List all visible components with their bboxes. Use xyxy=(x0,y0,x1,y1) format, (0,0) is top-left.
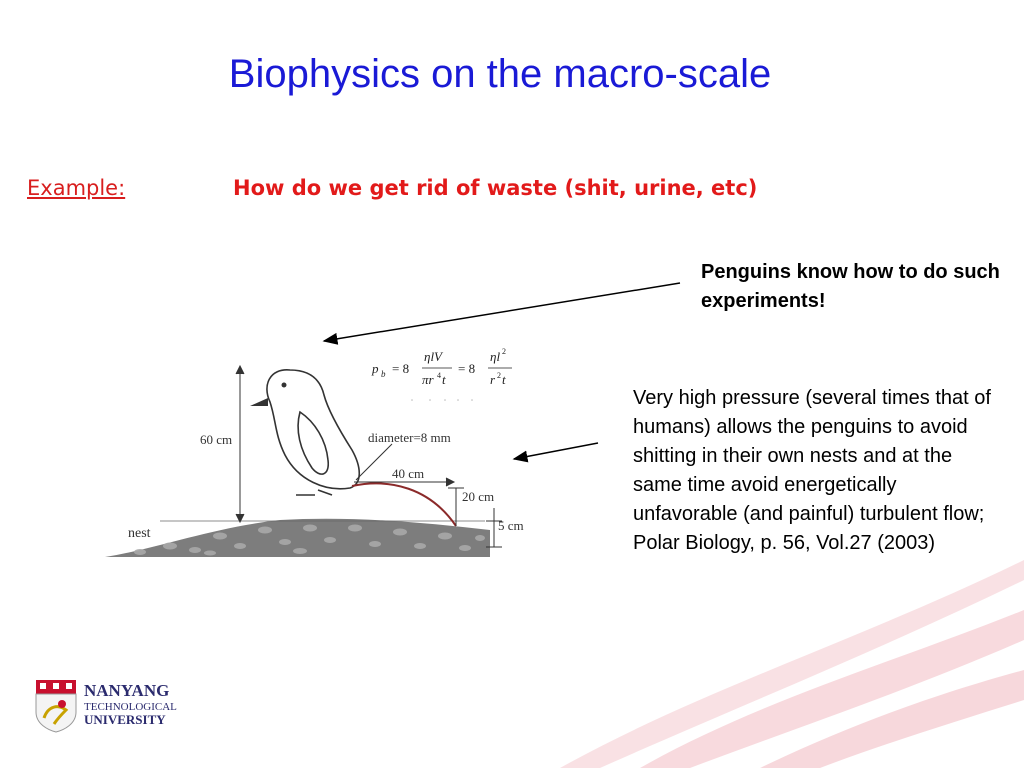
nest-height-label: 5 cm xyxy=(498,518,524,533)
slide-title: Biophysics on the macro-scale xyxy=(228,52,772,96)
nest-mound xyxy=(105,519,490,557)
svg-text:= 8: = 8 xyxy=(458,361,476,376)
example-text: How do we get rid of waste (shit, urine, etc) xyxy=(233,176,758,200)
nest-label: nest xyxy=(128,526,151,541)
height-label: 60 cm xyxy=(200,432,233,447)
logo-line1: NANYANG xyxy=(84,681,170,700)
svg-text:ηl: ηl xyxy=(490,349,501,364)
svg-text:2: 2 xyxy=(497,371,501,380)
distance-label: 40 cm xyxy=(392,466,425,481)
svg-text:4: 4 xyxy=(437,371,441,380)
pressure-formula xyxy=(371,347,512,387)
arrow-to-penguin xyxy=(324,283,680,341)
penguin-eye xyxy=(282,383,287,388)
svg-text:p: p xyxy=(372,361,379,376)
svg-text:t: t xyxy=(442,372,446,387)
svg-text:2: 2 xyxy=(502,347,506,356)
diameter-pointer xyxy=(356,444,392,480)
svg-text:ηlV: ηlV xyxy=(424,349,443,364)
drop-label: 20 cm xyxy=(462,489,495,504)
logo-line3: UNIVERSITY xyxy=(84,712,166,727)
svg-text:t: t xyxy=(502,372,506,387)
university-logo xyxy=(34,678,204,734)
penguin-figure xyxy=(100,340,540,565)
svg-text:r: r xyxy=(490,372,496,387)
penguin xyxy=(267,370,359,495)
svg-text:b: b xyxy=(381,369,386,379)
example-label: Example: xyxy=(27,176,126,200)
height-dimension xyxy=(236,366,244,522)
formula-dots xyxy=(411,399,473,401)
penguin-beak xyxy=(250,398,268,406)
logo-line2: TECHNOLOGICAL xyxy=(84,701,177,713)
svg-text:= 8: = 8 xyxy=(392,361,410,376)
trajectory xyxy=(352,483,456,526)
pressure-note: Very high pressure (several times that of humans) allows the penguins to avoid shitting in their own nests and at the same time avoid energetically unfavorable (and painful) turbulent flow; Polar Biology, p. 56, Vol.27 (2003) xyxy=(633,387,991,554)
crest-icon xyxy=(36,680,76,732)
svg-text:πr: πr xyxy=(422,372,434,387)
penguin-note: Penguins know how to do such experiments! xyxy=(701,261,1000,312)
diameter-label: diameter=8 mm xyxy=(368,430,451,445)
